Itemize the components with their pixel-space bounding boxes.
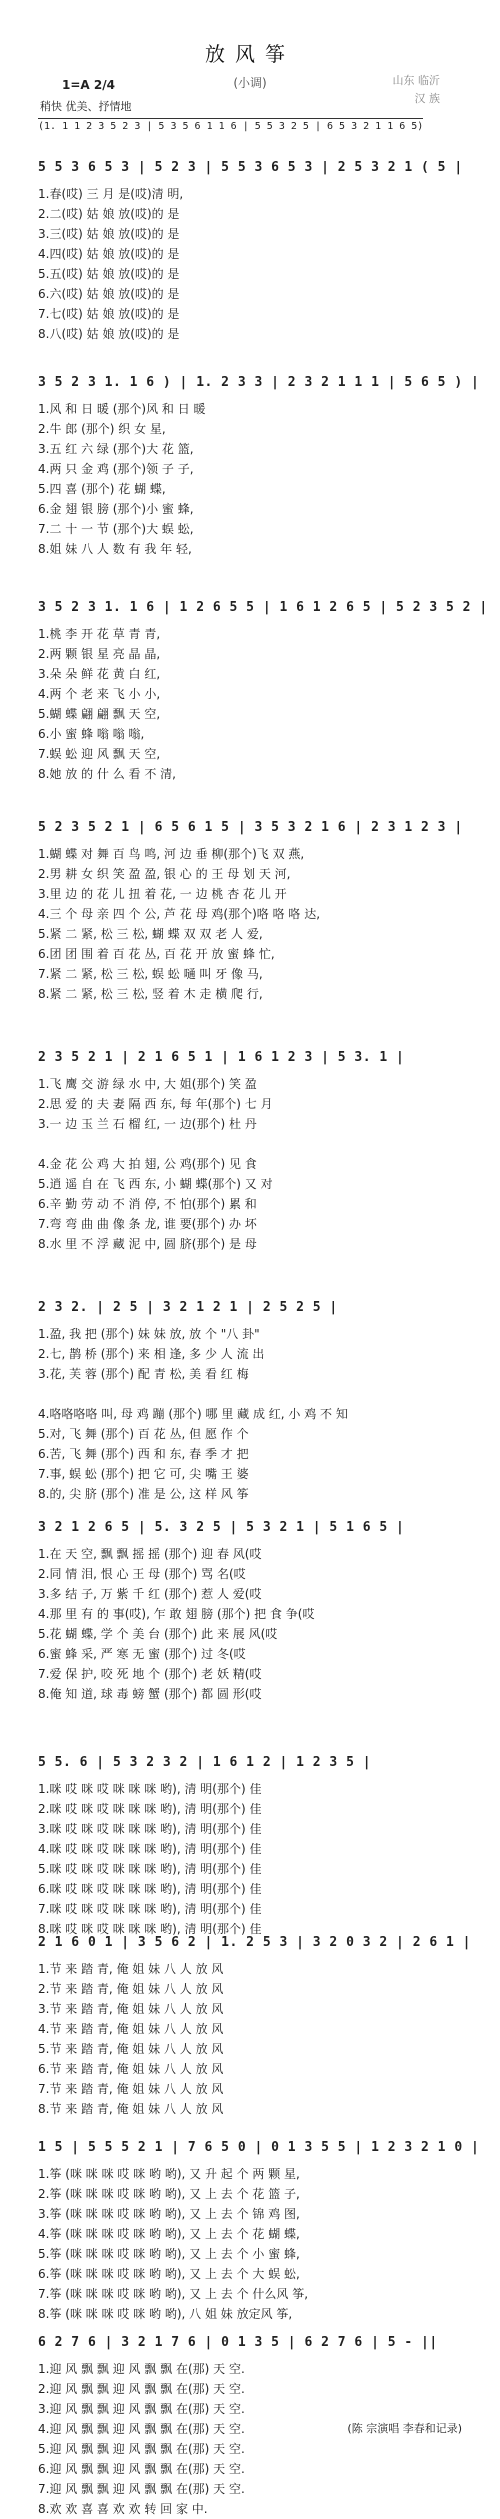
lyric-line: 8.八(哎) 姑 娘 放(哎)的 是 xyxy=(38,327,180,341)
lyric-line: 8.姐 妹 八 人 数 有 我 年 轻, xyxy=(38,542,192,556)
melody-line: 3 5 2 3 1. 1 6 | 1 2 6 5 5 | 1 6 1 2 6 5 | 5 2 3 5 2 | xyxy=(38,600,488,615)
lyric-line: 1.飞 鹰 交 游 绿 水 中, 大 姐(那个) 笑 盈 xyxy=(38,1077,257,1091)
lyric-line: 5.迎 风 飘 飘 迎 风 飘 飘 在(那) 天 空. xyxy=(38,2442,245,2456)
lyric-line xyxy=(38,1384,468,1404)
lyric-line: 8.水 里 不 浮 藏 泥 中, 圆 脐(那个) 是 母 xyxy=(38,1237,257,1251)
lyric-line: 4.迎 风 飘 飘 迎 风 飘 飘 在(那) 天 空. xyxy=(38,2422,245,2436)
lyric-line: 6.小 蜜 蜂 嗡 嗡 嗡, xyxy=(38,727,145,741)
melody-line: 5 2 3 5 2 1 | 6 5 6 1 5 | 3 5 3 2 1 6 | 2 3 1 2 3 | xyxy=(38,820,463,835)
score-section xyxy=(38,1520,468,1704)
lyric-line: 3.里 边 的 花 儿 扭 着 花, 一 边 桃 杏 花 儿 开 xyxy=(38,887,287,901)
melody-line: 2 3 5 2 1 | 2 1 6 5 1 | 1 6 1 2 3 | 5 3. 1 | xyxy=(38,1050,405,1065)
lyric-line: 7.蜈 蚣 迎 风 飘 天 空, xyxy=(38,747,161,761)
melody-line: 5 5. 6 | 5 3 2 3 2 | 1 6 1 2 | 1 2 3 5 | xyxy=(38,1755,372,1770)
lyric-line: 5.五(哎) 姑 娘 放(哎)的 是 xyxy=(38,267,180,281)
lyric-line: 4.金 花 公 鸡 大 拍 翅, 公 鸡(那个) 见 食 xyxy=(38,1157,257,1171)
lyric-line: 4.那 里 有 的 事(哎), 乍 敢 翅 膀 (那个) 把 食 争(哎 xyxy=(38,1607,315,1621)
performer-credit: (陈 宗演唱 李春和记录) xyxy=(347,2422,462,2435)
lyric-line: 7.节 来 踏 青, 俺 姐 妹 八 人 放 风 xyxy=(38,2082,224,2096)
melody-line: 1 5 | 5 5 5 2 1 | 7 6 5 0 | 0 1 3 5 5 | 1 2 3 2 1 0 | xyxy=(38,2140,480,2155)
lyrics-block xyxy=(38,844,468,1004)
lyric-line: 5.节 来 踏 青, 俺 姐 妹 八 人 放 风 xyxy=(38,2042,224,2056)
lyric-line: 3.多 结 子, 万 紫 千 红 (那个) 惹 人 爱(哎 xyxy=(38,1587,262,1601)
lyric-line: 6.团 团 围 着 百 花 丛, 百 花 开 放 蜜 蜂 忙, xyxy=(38,947,275,961)
lyric-line: 1.咪 哎 咪 哎 咪 咪 咪 哟), 清 明(那个) 佳 xyxy=(38,1782,262,1796)
lyric-line: 1.盈, 我 把 (那个) 妹 妹 放, 放 个 "八 卦" xyxy=(38,1327,260,1341)
lyric-line: 2.同 情 泪, 恨 心 王 母 (那个) 骂 名(哎 xyxy=(38,1567,246,1581)
lyric-line: 2.两 颗 银 星 亮 晶 晶, xyxy=(38,647,161,661)
lyric-line: 3.三(哎) 姑 娘 放(哎)的 是 xyxy=(38,227,180,241)
lyric-line: 6.金 翅 银 膀 (那个)小 蜜 蜂, xyxy=(38,502,194,516)
lyric-line: 5.对, 飞 舞 (那个) 百 花 丛, 但 愿 作 个 xyxy=(38,1427,249,1441)
credits-origin: 山东 临沂 xyxy=(392,74,440,87)
lyric-line: 2.二(哎) 姑 娘 放(哎)的 是 xyxy=(38,207,180,221)
lyric-line: 4.两 只 金 鸡 (那个)领 子 子, xyxy=(38,462,194,476)
lyric-line: 8.的, 尖 脐 (那个) 准 是 公, 这 样 风 筝 xyxy=(38,1487,249,1501)
lyric-line: 8.她 放 的 什 么 看 不 清, xyxy=(38,767,176,781)
lyric-line: 4.四(哎) 姑 娘 放(哎)的 是 xyxy=(38,247,180,261)
lyric-line: 2.咪 哎 咪 哎 咪 咪 咪 哟), 清 明(那个) 佳 xyxy=(38,1802,262,1816)
lyric-line: 2.男 耕 女 织 笑 盈 盈, 银 心 的 王 母 划 天 河, xyxy=(38,867,291,881)
lyric-line: 5.花 蝴 蝶, 学 个 美 台 (那个) 此 来 展 风(哎 xyxy=(38,1627,278,1641)
lyrics-block xyxy=(38,1074,468,1254)
lyric-line: 7.七(哎) 姑 娘 放(哎)的 是 xyxy=(38,307,180,321)
lyric-line: 7.紧 二 紧, 松 三 松, 蜈 蚣 嗵 叫 牙 像 马, xyxy=(38,967,263,981)
lyric-line: 3.一 边 玉 兰 石 榴 红, 一 边(那个) 杜 丹 xyxy=(38,1117,257,1131)
lyric-line: 1.筝 (咪 咪 咪 哎 咪 哟 哟), 又 升 起 个 两 颗 星, xyxy=(38,2167,300,2181)
lyric-line: 4.筝 (咪 咪 咪 哎 咪 哟 哟), 又 上 去 个 花 蝴 蝶, xyxy=(38,2227,300,2241)
score-section xyxy=(38,820,468,1004)
lyric-line: 2.节 来 踏 青, 俺 姐 妹 八 人 放 风 xyxy=(38,1982,224,1996)
lyric-line: 5.四 喜 (那个) 花 蝴 蝶, xyxy=(38,482,166,496)
lyrics-block xyxy=(38,1959,468,2119)
lyric-line: 4.两 个 老 来 飞 小 小, xyxy=(38,687,161,701)
lyric-line: 2.牛 郎 (那个) 织 女 星, xyxy=(38,422,166,436)
lyric-line: 5.筝 (咪 咪 咪 哎 咪 哟 哟), 又 上 去 个 小 蜜 蜂, xyxy=(38,2247,300,2261)
lyric-line: 2.迎 风 飘 飘 迎 风 飘 飘 在(那) 天 空. xyxy=(38,2382,245,2396)
lyric-line: 1.春(哎) 三 月 是(哎)清 明, xyxy=(38,187,184,201)
credits-ethnicity: 汉 族 xyxy=(414,92,440,105)
tempo-marking: 稍快 优美、抒情地 xyxy=(40,100,132,113)
lyric-line: 6.苦, 飞 舞 (那个) 西 和 东, 春 季 才 把 xyxy=(38,1447,249,1461)
lyric-line: 7.爱 保 护, 咬 死 地 个 (那个) 老 妖 精(哎 xyxy=(38,1667,262,1681)
score-section xyxy=(38,160,468,344)
song-title: 放风筝 xyxy=(205,42,295,66)
lyrics-block xyxy=(38,1544,468,1704)
lyric-line: 1.风 和 日 暖 (那个)风 和 日 暖 xyxy=(38,402,206,416)
lyrics-block xyxy=(38,2164,468,2324)
lyric-line: 7.咪 哎 咪 哎 咪 咪 咪 哟), 清 明(那个) 佳 xyxy=(38,1902,262,1916)
lyrics-block xyxy=(38,399,468,559)
lyric-line: 6.蜜 蜂 采, 严 寒 无 蜜 (那个) 过 冬(哎 xyxy=(38,1647,246,1661)
score-section xyxy=(38,1050,468,1254)
lyrics-block xyxy=(38,1324,468,1504)
melody-line: 2 3 2. | 2 5 | 3 2 1 2 1 | 2 5 2 5 | xyxy=(38,1300,338,1315)
lyric-line: 1.节 来 踏 青, 俺 姐 妹 八 人 放 风 xyxy=(38,1962,224,1976)
lyric-line: 5.咪 哎 咪 哎 咪 咪 咪 哟), 清 明(那个) 佳 xyxy=(38,1862,262,1876)
lyric-line: 6.迎 风 飘 飘 迎 风 飘 飘 在(那) 天 空. xyxy=(38,2462,245,2476)
lyric-line: 6.节 来 踏 青, 俺 姐 妹 八 人 放 风 xyxy=(38,2062,224,2076)
lyric-line: 8.筝 (咪 咪 咪 哎 咪 哟 哟), 八 姐 妹 放定风 筝, xyxy=(38,2307,293,2321)
lyric-line: 1.迎 风 飘 飘 迎 风 飘 飘 在(那) 天 空. xyxy=(38,2362,245,2376)
score-section xyxy=(38,2140,480,2324)
lyric-line: 4.节 来 踏 青, 俺 姐 妹 八 人 放 风 xyxy=(38,2022,224,2036)
lyric-line: 3.五 红 六 绿 (那个)大 花 篮, xyxy=(38,442,194,456)
lyric-line: 3.筝 (咪 咪 咪 哎 咪 哟 哟), 又 上 去 个 锦 鸡 图, xyxy=(38,2207,300,2221)
lyric-line: 7.迎 风 飘 飘 迎 风 飘 飘 在(那) 天 空. xyxy=(38,2482,245,2496)
lyric-line: 7.事, 蜈 蚣 (那个) 把 它 可, 尖 嘴 王 婆 xyxy=(38,1467,249,1481)
score-section xyxy=(38,375,480,559)
melody-line: 5 5 3 6 5 3 | 5 2 3 | 5 5 3 6 5 3 | 2 5 3 2 1 ( 5 | xyxy=(38,160,463,175)
lyric-line: 8.咪 哎 咪 哎 咪 咪 咪 哟), 清 明(那个) 佳 xyxy=(38,1922,262,1936)
lyric-line: 2.思 爱 的 夫 妻 隔 西 东, 每 年(那个) 七 月 xyxy=(38,1097,273,1111)
score-section xyxy=(38,1935,471,2119)
lyrics-block xyxy=(38,1779,468,1939)
lyric-line xyxy=(38,1134,468,1154)
lyric-line: 6.辛 勤 劳 动 不 消 停, 不 怕(那个) 累 和 xyxy=(38,1197,257,1211)
key-signature: 1=A 2/4 xyxy=(62,78,115,92)
melody-line: 3 5 2 3 1. 1 6 ) | 1. 2 3 3 | 2 3 2 1 1 1 | 5 6 5 ) | xyxy=(38,375,480,390)
lyric-line: 1.在 天 空, 飘 飘 摇 摇 (那个) 迎 春 风(哎 xyxy=(38,1547,262,1561)
lyric-line: 3.节 来 踏 青, 俺 姐 妹 八 人 放 风 xyxy=(38,2002,224,2016)
lyric-line: 3.咪 哎 咪 哎 咪 咪 咪 哟), 清 明(那个) 佳 xyxy=(38,1822,262,1836)
lyric-line: 3.迎 风 飘 飘 迎 风 飘 飘 在(那) 天 空. xyxy=(38,2402,245,2416)
lyric-line: 5.蝴 蝶 翩 翩 飘 天 空, xyxy=(38,707,161,721)
score-section xyxy=(38,600,488,784)
melody-line: 2 1 6 0 1 | 3 5 6 2 | 1. 2 5 3 | 3 2 0 3 2 | 2 6 1 | xyxy=(38,1935,471,1950)
lyric-line: 4.三 个 母 亲 四 个 公, 芦 花 母 鸡(那个)咯 咯 咯 达, xyxy=(38,907,321,921)
lyrics-block xyxy=(38,184,468,344)
lyric-line: 2.筝 (咪 咪 咪 哎 咪 哟 哟), 又 上 去 个 花 篮 子, xyxy=(38,2187,300,2201)
song-credits xyxy=(393,72,441,108)
lyric-line: 5.逍 遥 自 在 飞 西 东, 小 蝴 蝶(那个) 又 对 xyxy=(38,1177,273,1191)
lyric-line: 6.六(哎) 姑 娘 放(哎)的 是 xyxy=(38,287,180,301)
lyric-line: 8.节 来 踏 青, 俺 姐 妹 八 人 放 风 xyxy=(38,2102,224,2116)
lyric-line: 3.花, 芙 蓉 (那个) 配 青 松, 美 看 红 梅 xyxy=(38,1367,249,1381)
lyrics-block xyxy=(38,624,468,784)
lyric-line: 4.咪 哎 咪 哎 咪 咪 咪 哟), 清 明(那个) 佳 xyxy=(38,1842,262,1856)
song-subtitle: (小调) xyxy=(233,76,267,90)
lyric-line: 6.咪 哎 咪 哎 咪 咪 咪 哟), 清 明(那个) 佳 xyxy=(38,1882,262,1896)
lyric-line: 1.蝴 蝶 对 舞 百 鸟 鸣, 河 边 垂 柳(那个)飞 双 燕, xyxy=(38,847,305,861)
lyric-line: 2.七, 鹊 桥 (那个) 来 相 逢, 多 少 人 流 出 xyxy=(38,1347,265,1361)
lyrics-block xyxy=(38,2359,468,2519)
lyric-line: 5.紧 二 紧, 松 三 松, 蝴 蝶 双 双 老 人 爱, xyxy=(38,927,263,941)
lyric-line: 6.筝 (咪 咪 咪 哎 咪 哟 哟), 又 上 去 个 大 蜈 蚣, xyxy=(38,2267,300,2281)
melody-line: 6 2 7 6 | 3 2 1 7 6 | 0 1 3 5 | 6 2 7 6 | 5 - || xyxy=(38,2335,438,2350)
lyric-line: 8.俺 知 道, 球 毒 螃 蟹 (那个) 都 圆 形(哎 xyxy=(38,1687,262,1701)
lyric-line: 7.筝 (咪 咪 咪 哎 咪 哟 哟), 又 上 去 个 什么风 筝, xyxy=(38,2287,309,2301)
score-section xyxy=(38,1755,468,1939)
lyric-line: 1.桃 李 开 花 草 青 青, xyxy=(38,627,161,641)
lyric-line: 8.紧 二 紧, 松 三 松, 竖 着 木 走 横 爬 行, xyxy=(38,987,263,1001)
lyric-line: 3.朵 朵 鲜 花 黄 白 红, xyxy=(38,667,161,681)
lyric-line: 4.咯咯咯咯 叫, 母 鸡 蹦 (那个) 哪 里 藏 成 红, 小 鸡 不 知 xyxy=(38,1407,348,1421)
melody-line: 3 2 1 2 6 5 | 5. 3 2 5 | 5 3 2 1 | 5 1 6 5 | xyxy=(38,1520,405,1535)
score-section xyxy=(38,1300,468,1504)
lyric-line: 8.欢 欢 喜 喜 欢 欢 转 回 家 中. xyxy=(38,2502,208,2516)
intro-melody: (1. 1 1 2 3 5 2 3 | 5 3 5 6 1 1 6 | 5 5 3 2 5 | 6 5 3 2 1 1 6 5) xyxy=(38,118,423,132)
lyric-line: 7.二 十 一 节 (那个)大 蜈 蚣, xyxy=(38,522,194,536)
lyric-line: 7.弯 弯 曲 曲 像 条 龙, 谁 要(那个) 办 坏 xyxy=(38,1217,257,1231)
